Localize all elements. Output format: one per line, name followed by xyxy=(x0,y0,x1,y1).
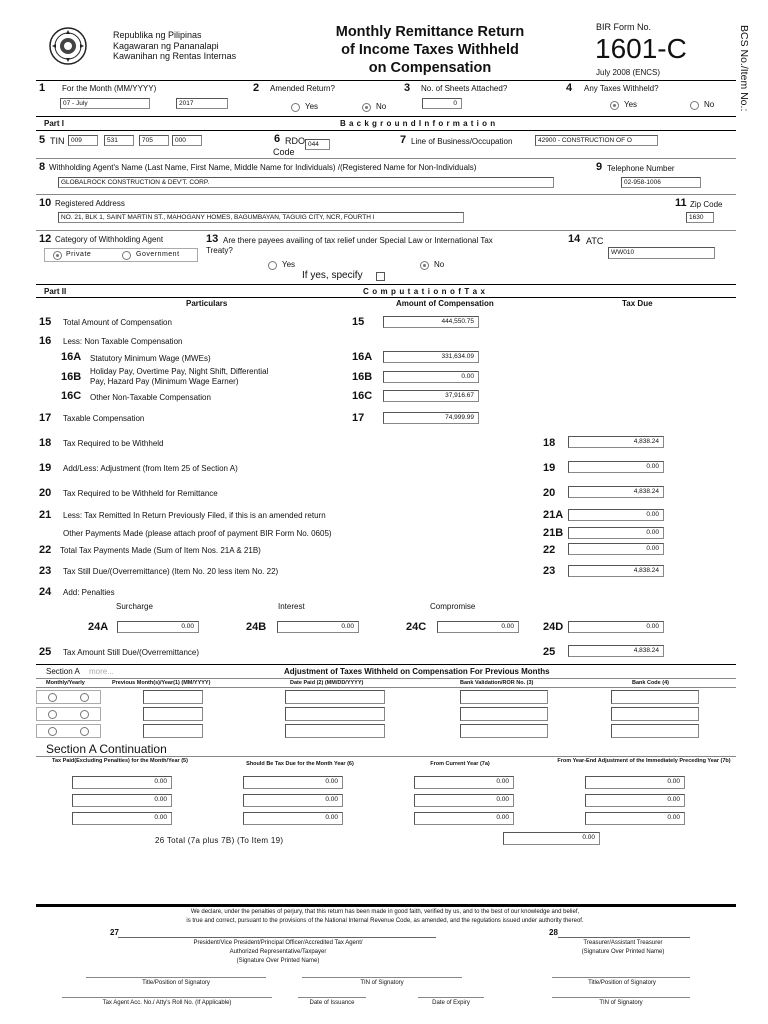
item-15-num-right: 15 xyxy=(352,316,365,328)
monthly-yearly-group xyxy=(36,724,101,738)
form-title xyxy=(300,23,560,77)
bank-code-input[interactable] xyxy=(611,724,699,738)
item-25-label: Tax Amount Still Due/(Overremittance) xyxy=(63,648,200,657)
item-16b-label-line-2: Pay, Hazard Pay (Minimum Wage Earner) xyxy=(90,377,239,386)
yearly-radio[interactable] xyxy=(80,710,89,719)
business-input[interactable]: 42900 - CONSTRUCTION OF O xyxy=(535,135,658,146)
cont-year-end-input[interactable]: 0.00 xyxy=(585,794,685,807)
item-25-input[interactable]: 4,838.24 xyxy=(568,645,664,657)
section-a-title: Adjustment of Taxes Withheld on Compensation For Previous Months xyxy=(284,667,550,676)
item-19-num: 19 xyxy=(39,462,52,474)
item-2-num: 2 xyxy=(253,82,260,94)
cont-tax-paid-input[interactable]: 0.00 xyxy=(72,776,172,789)
agency-line-3: Kawanihan ng Rentas Internas xyxy=(113,51,237,61)
cont-current-year-input[interactable]: 0.00 xyxy=(414,794,514,807)
item-19-label: Add/Less: Adjustment (from Item 25 of Section A) xyxy=(63,464,238,473)
withheld-no-radio[interactable] xyxy=(690,101,699,110)
item-22-num: 22 xyxy=(39,544,52,556)
declaration-line-1: We declare, under the penalties of perjury, that this return has been made in good faith, verified by us, and to the best of our knowledge and belief, xyxy=(190,909,580,915)
address-label: Registered Address xyxy=(55,199,125,208)
tin-signatory-label-2: TIN of Signatory xyxy=(599,1000,643,1006)
item-16c-label: Other Non-Taxable Compensation xyxy=(90,393,211,402)
rdo-input[interactable]: 044 xyxy=(305,139,330,150)
item-13-num: 13 xyxy=(206,233,219,245)
amended-yes-label: Yes xyxy=(305,102,319,111)
agent-name-input[interactable]: GLOBALROCK CONSTRUCTION & DEV'T. CORP. xyxy=(58,177,554,188)
item-23-input[interactable]: 4,838.24 xyxy=(568,565,664,577)
item-18-label: Tax Required to be Withheld xyxy=(63,439,164,448)
item-16-num: 16 xyxy=(39,335,52,347)
item-16a-label: Statutory Minimum Wage (MWEs) xyxy=(90,354,211,363)
previous-month-input[interactable] xyxy=(143,724,203,738)
section-a-col-date-paid: Date Paid (2) (MM/DD/YYYY) xyxy=(290,680,364,686)
address-input[interactable]: NO. 21, BLK 1, SAINT MARTIN ST., MAHOGANY HOMES, BAGUMBAYAN, TAGUIG CITY, NCR, FOURTH I xyxy=(58,212,464,223)
item-25-num-right: 25 xyxy=(543,646,556,658)
date-paid-input[interactable] xyxy=(285,724,385,738)
agency-line-2: Kagawaran ng Pananalapi xyxy=(113,40,219,51)
tin-part-3[interactable]: 705 xyxy=(139,135,169,146)
section-a-label: Section A xyxy=(46,667,80,676)
total-26-input[interactable]: 0.00 xyxy=(503,832,600,845)
section-a-col-bank-validation: Bank Validation/ROR No. (3) xyxy=(460,680,534,686)
tin-part-1[interactable]: 009 xyxy=(68,135,98,146)
item-21-num: 21 xyxy=(39,509,52,521)
date-issuance-label: Date of Issuance xyxy=(309,1000,355,1006)
tin-signatory-label: TIN of Signatory xyxy=(360,980,404,986)
relief-no-label: No xyxy=(434,260,445,269)
relief-yes-radio[interactable] xyxy=(268,261,277,270)
sheets-label: No. of Sheets Attached? xyxy=(421,84,508,93)
bcs-item-label: BCS No./Item No.: xyxy=(738,25,750,112)
cont-current-year-input[interactable]: 0.00 xyxy=(414,812,514,825)
item-16b-num: 16B xyxy=(61,371,82,383)
monthly-radio[interactable] xyxy=(48,693,57,702)
yearly-radio[interactable] xyxy=(80,727,89,736)
relief-treaty-label: Treaty? xyxy=(206,246,233,255)
bank-validation-input[interactable] xyxy=(460,724,548,738)
item-20-input[interactable]: 4,838.24 xyxy=(568,486,664,498)
item-16a-num: 16A xyxy=(61,351,82,363)
withheld-yes-radio[interactable] xyxy=(610,101,619,110)
interest-label: Interest xyxy=(278,602,305,611)
cont-col-tax-paid: Tax Paid(Excluding Penalties) for the Month/Year (5) xyxy=(52,758,188,764)
title-line-1: Monthly Remittance Return xyxy=(335,24,525,40)
relief-no-radio[interactable] xyxy=(420,261,429,270)
signatory-27-line-2: Authorized Representative/Taxpayer xyxy=(229,949,327,955)
zip-input[interactable]: 1630 xyxy=(686,212,714,223)
date-paid-input[interactable] xyxy=(285,690,385,704)
section-a-col-bank-code: Bank Code (4) xyxy=(632,680,669,686)
part-2-label: Part II xyxy=(44,287,67,296)
telephone-input[interactable]: 02-958-1006 xyxy=(621,177,701,188)
item-3-num: 3 xyxy=(404,82,411,94)
item-22-num-right: 22 xyxy=(543,544,556,556)
amended-no-label: No xyxy=(376,102,387,111)
cont-year-end-input[interactable]: 0.00 xyxy=(585,776,685,789)
total-26-label: 26 Total (7a plus 7B) (To Item 19) xyxy=(155,836,284,845)
signatory-28-line-2: (Signature Over Printed Name) xyxy=(581,949,665,955)
item-1-num: 1 xyxy=(39,82,46,94)
bank-code-input[interactable] xyxy=(611,690,699,704)
item-5-num: 5 xyxy=(39,134,46,146)
signatory-27-block xyxy=(120,939,436,966)
item-21b-input[interactable]: 0.00 xyxy=(568,527,664,539)
telephone-label: Telephone Number xyxy=(607,164,675,173)
cont-year-end-input[interactable]: 0.00 xyxy=(585,812,685,825)
rdo-label: RDO xyxy=(285,136,305,146)
item-18-num: 18 xyxy=(39,437,52,449)
relief-specify-label: If yes, specify xyxy=(302,270,363,281)
surcharge-label: Surcharge xyxy=(116,602,153,611)
item-24b-num: 24B xyxy=(246,621,267,633)
item-22-input[interactable]: 0.00 xyxy=(568,543,664,555)
item-21a-num: 21A xyxy=(543,509,564,521)
item-10-num: 10 xyxy=(39,197,52,209)
declaration-line-2: is true and correct, pursuant to the provisions of the National Internal Revenue Code, as amended, and the regulations issued under authority thereof. xyxy=(186,918,584,924)
form-date: July 2008 (ENCS) xyxy=(596,68,661,77)
signatory-27-num: 27 xyxy=(110,928,119,937)
tax-agent-acc-label: Tax Agent Acc. No./ Atty's Roll No. (If Applicable) xyxy=(102,1000,232,1006)
date-paid-input[interactable] xyxy=(285,707,385,721)
item-24a-num: 24A xyxy=(88,621,109,633)
form-number: 1601-C xyxy=(595,33,687,64)
monthly-radio[interactable] xyxy=(48,710,57,719)
signatory-28-num: 28 xyxy=(549,928,558,937)
item-16c-num-right: 16C xyxy=(352,390,373,402)
cont-col-should-be: Should Be Tax Due for the Month Year (6) xyxy=(246,761,354,767)
item-16c-num: 16C xyxy=(61,390,82,402)
col-tax-due: Tax Due xyxy=(622,299,653,308)
monthly-yearly-group xyxy=(36,707,101,721)
cont-col-current-year: From Current Year (7a) xyxy=(430,761,490,767)
monthly-yearly-group xyxy=(36,690,101,704)
section-a-more-link[interactable]: more... xyxy=(89,667,114,676)
item-21a-label: Less: Tax Remitted In Return Previously Filed, if this is an amended return xyxy=(63,511,326,520)
item-17-num-right: 17 xyxy=(352,412,365,424)
cont-col-year-end: From Year-End Adjustment of the Immediately Preceding Year (7b) xyxy=(557,758,731,764)
part-2-title: C o m p u t a t i o n o f T a x xyxy=(363,287,486,296)
signatory-28-block xyxy=(548,939,698,957)
bank-validation-input[interactable] xyxy=(460,690,548,704)
month-select[interactable]: 07 - July xyxy=(60,98,150,109)
item-22-label: Total Tax Payments Made (Sum of Item Nos. 21A & 21B) xyxy=(60,546,261,555)
item-20-num-right: 20 xyxy=(543,487,556,499)
item-14-num: 14 xyxy=(568,233,581,245)
category-government-label: Government xyxy=(136,251,180,258)
item-24d-input[interactable]: 0.00 xyxy=(568,621,664,633)
category-government-radio[interactable] xyxy=(122,251,131,260)
atc-label: ATC xyxy=(586,236,604,246)
item-7-num: 7 xyxy=(400,134,407,146)
title-line-3: on Compensation xyxy=(368,60,492,76)
atc-input[interactable]: WW010 xyxy=(608,247,715,259)
item-19-num-right: 19 xyxy=(543,462,556,474)
item-23-num: 23 xyxy=(39,565,52,577)
category-private-radio[interactable] xyxy=(53,251,62,260)
compromise-label: Compromise xyxy=(430,602,476,611)
zip-label: Zip Code xyxy=(690,200,723,209)
item-6-num: 6 xyxy=(274,133,281,145)
category-private-label: Private xyxy=(66,251,92,258)
item-18-num-right: 18 xyxy=(543,437,556,449)
item-9-num: 9 xyxy=(596,161,603,173)
item-15-input[interactable]: 444,550.75 xyxy=(383,316,479,328)
item-20-label: Tax Required to be Withheld for Remittance xyxy=(63,489,218,498)
item-16c-input[interactable]: 37,916.67 xyxy=(383,390,479,402)
section-a-col-previous-month: Previous Month(s)/Year(1) (MM/YYYY) xyxy=(112,680,211,686)
relief-specify-checkbox[interactable] xyxy=(376,272,385,281)
cont-tax-paid-input[interactable]: 0.00 xyxy=(72,812,172,825)
bank-validation-input[interactable] xyxy=(460,707,548,721)
agent-name-label: Withholding Agent's Name (Last Name, First Name, Middle Name for Individuals) /(Registered Name for Non-Individuals) xyxy=(49,163,477,172)
item-16a-input[interactable]: 331,634.09 xyxy=(383,351,479,363)
cont-should-be-input[interactable]: 0.00 xyxy=(243,812,343,825)
item-17-input[interactable]: 74,999.99 xyxy=(383,412,479,424)
part-1-label: Part I xyxy=(44,119,65,128)
month-label: For the Month (MM/YYYY) xyxy=(62,84,157,93)
item-17-num: 17 xyxy=(39,412,52,424)
tin-label: TIN xyxy=(50,136,65,146)
item-25-num: 25 xyxy=(39,646,52,658)
item-24c-input[interactable]: 0.00 xyxy=(437,621,519,633)
item-21b-num: 21B xyxy=(543,527,564,539)
business-label: Line of Business/Occupation xyxy=(411,137,513,146)
cont-current-year-input[interactable]: 0.00 xyxy=(414,776,514,789)
item-12-num: 12 xyxy=(39,233,52,245)
yearly-radio[interactable] xyxy=(80,693,89,702)
col-amount: Amount of Compensation xyxy=(396,299,494,308)
item-21a-input[interactable]: 0.00 xyxy=(568,509,664,521)
amended-yes-radio[interactable] xyxy=(291,103,300,112)
item-21b-label: Other Payments Made (please attach proof of payment BIR Form No. 0605) xyxy=(63,529,332,538)
cont-should-be-input[interactable]: 0.00 xyxy=(243,794,343,807)
item-23-num-right: 23 xyxy=(543,565,556,577)
amended-label: Amended Return? xyxy=(270,84,335,93)
cont-should-be-input[interactable]: 0.00 xyxy=(243,776,343,789)
category-label: Category of Withholding Agent xyxy=(55,235,164,244)
item-16b-label-line-1: Holiday Pay, Overtime Pay, Night Shift, Differential xyxy=(90,367,269,376)
item-16-label: Less: Non Taxable Compensation xyxy=(63,337,183,346)
item-23-label: Tax Still Due/(Overremittance) (Item No. 20 less item No. 22) xyxy=(63,567,279,576)
section-a-continuation-title: Section A Continuation xyxy=(46,742,167,756)
section-a-col-monthly: Monthly/Yearly xyxy=(46,680,85,686)
item-24b-input[interactable]: 0.00 xyxy=(277,621,359,633)
signatory-28-line-1: Treasurer/Assistant Treasurer xyxy=(583,940,663,946)
previous-month-input[interactable] xyxy=(143,707,203,721)
relief-yes-label: Yes xyxy=(282,260,296,269)
title-line-2: of Income Taxes Withheld xyxy=(341,42,519,58)
item-15-label: Total Amount of Compensation xyxy=(63,318,172,327)
item-20-num: 20 xyxy=(39,487,52,499)
amended-no-radio[interactable] xyxy=(362,103,371,112)
title-position-label-2: Title/Position of Signatory xyxy=(588,980,656,986)
cont-tax-paid-input[interactable]: 0.00 xyxy=(72,794,172,807)
title-position-label: Title/Position of Signatory xyxy=(142,980,210,986)
item-24a-input[interactable]: 0.00 xyxy=(117,621,199,633)
item-24-num: 24 xyxy=(39,586,52,598)
item-24-label: Add: Penalties xyxy=(63,588,115,597)
agency-line-1: Republika ng Pilipinas xyxy=(113,30,202,40)
item-18-input[interactable]: 4,838.24 xyxy=(568,436,664,448)
form-no-label: BIR Form No. xyxy=(596,22,652,32)
withheld-yes-label: Yes xyxy=(624,100,638,109)
bank-code-input[interactable] xyxy=(611,707,699,721)
item-17-label: Taxable Compensation xyxy=(63,414,145,423)
signatory-27-line-1: President/Vice President/Principal Officer/Accredited Tax Agent/ xyxy=(193,940,363,946)
year-input[interactable]: 2017 xyxy=(176,98,228,109)
col-particulars: Particulars xyxy=(186,299,228,308)
previous-month-input[interactable] xyxy=(143,690,203,704)
item-11-num: 11 xyxy=(675,197,687,209)
item-15-num: 15 xyxy=(39,316,52,328)
withheld-no-label: No xyxy=(704,100,715,109)
monthly-radio[interactable] xyxy=(48,727,57,736)
date-expiry-label: Date of Expiry xyxy=(432,1000,470,1006)
item-24d-num: 24D xyxy=(543,621,564,633)
relief-label: Are there payees availing of tax relief under Special Law or International Tax xyxy=(223,236,493,245)
tin-part-4[interactable]: 000 xyxy=(172,135,202,146)
item-24c-num: 24C xyxy=(406,621,427,633)
rdo-code-label: Code xyxy=(273,147,295,157)
item-16a-num-right: 16A xyxy=(352,351,373,363)
signatory-27-line-3: (Signature Over Printed Name) xyxy=(236,958,320,964)
item-19-input[interactable]: 0.00 xyxy=(568,461,664,473)
sheets-input[interactable]: 0 xyxy=(422,98,462,109)
part-1-title: B a c k g r o u n d I n f o r m a t i o n xyxy=(340,119,496,128)
agency-name xyxy=(113,30,236,62)
item-16b-num-right: 16B xyxy=(352,371,373,383)
item-4-num: 4 xyxy=(566,82,573,94)
tin-part-2[interactable]: 531 xyxy=(104,135,134,146)
bir-seal xyxy=(48,26,88,66)
item-8-num: 8 xyxy=(39,161,46,173)
item-16b-label xyxy=(90,367,268,387)
taxes-withheld-label: Any Taxes Withheld? xyxy=(584,84,659,93)
item-16b-input[interactable]: 0.00 xyxy=(383,371,479,383)
